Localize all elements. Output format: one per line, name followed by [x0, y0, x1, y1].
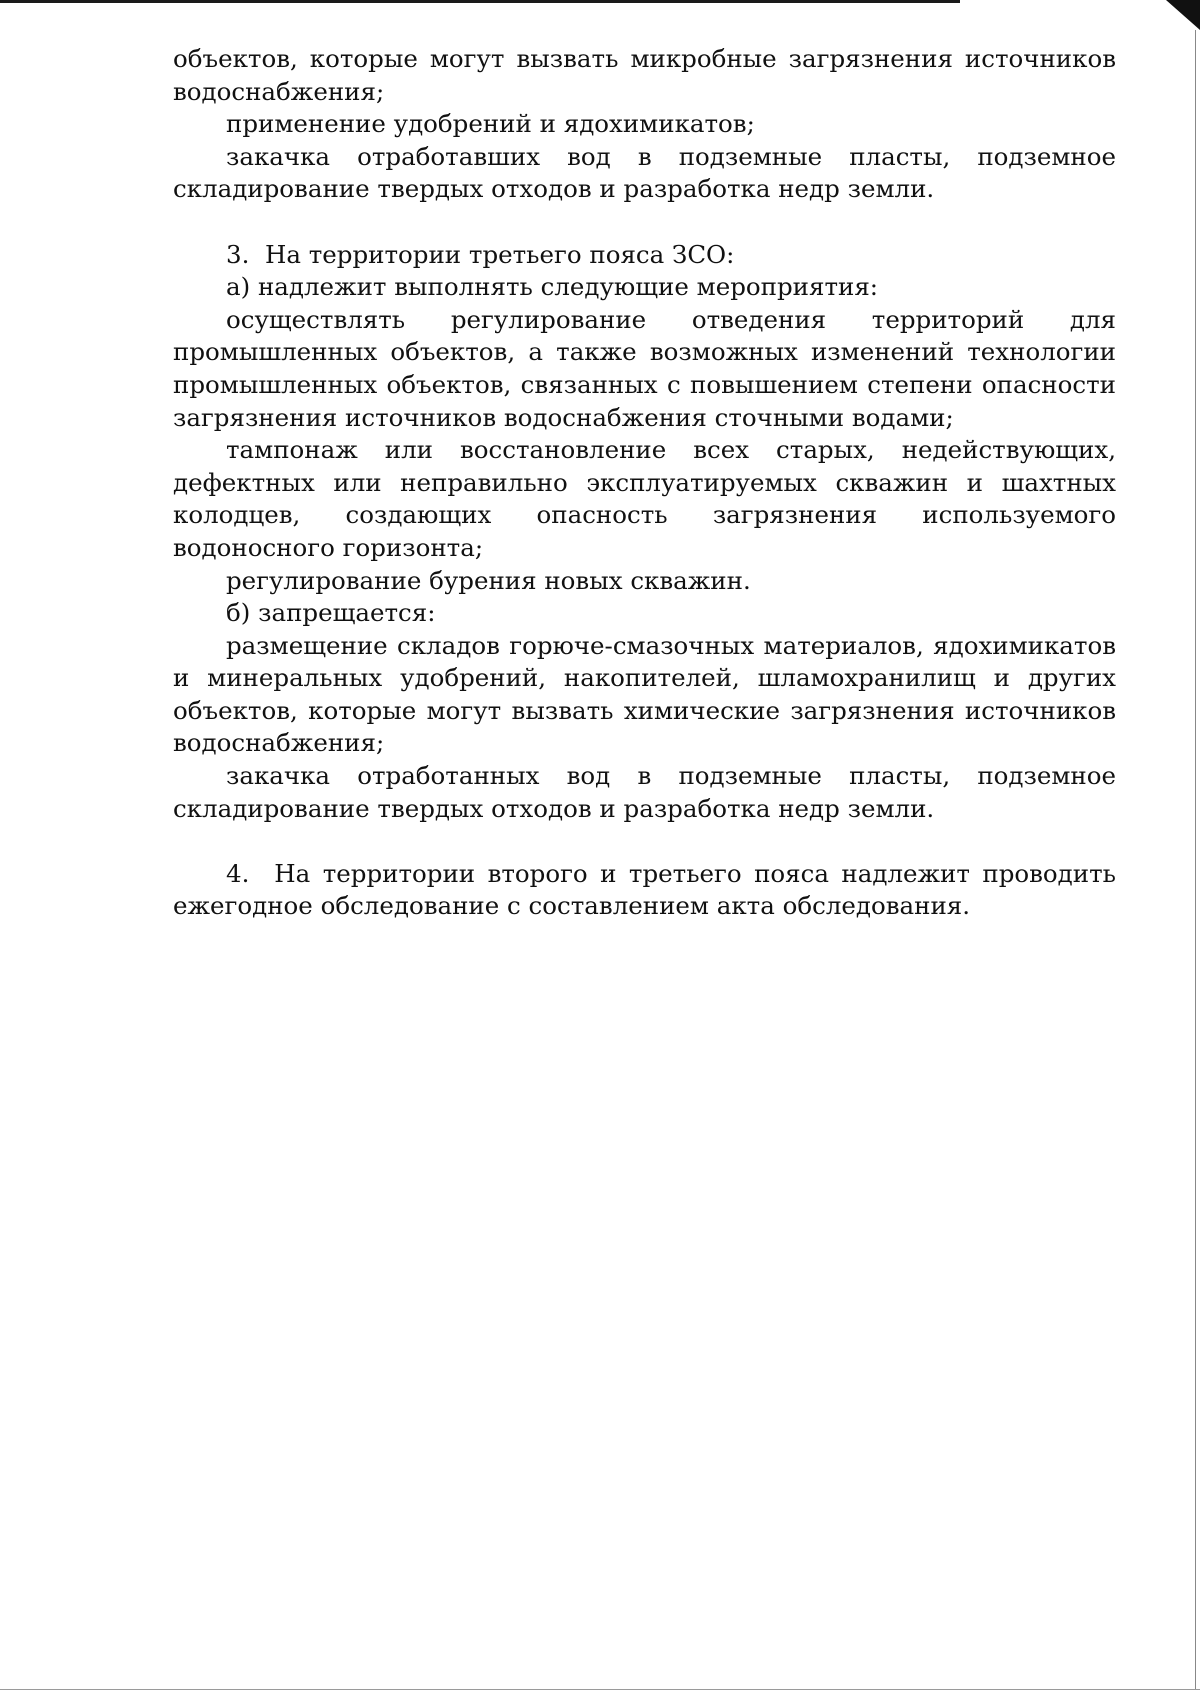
paragraph-gap — [173, 825, 1116, 858]
document-body — [173, 43, 1116, 923]
subsection-b-heading: б) запрещается: — [226, 598, 436, 628]
scan-edge-top — [0, 0, 960, 3]
paragraph-well-plugging: тампонаж или восстановление всех старых, недействующих, дефектных или неправильно эксплуатируемых скважин и шахтных колодцев, создающих опасность загрязнения используемого водоносного горизонта; — [173, 435, 1116, 562]
paragraph-continuation: объектов, которые могут вызвать микробные загрязнения источников водоснабжения; — [173, 44, 1116, 106]
paragraph-territory-regulation: осуществлять регулирование отведения территорий для промышленных объектов, а также возможных изменений технологии промышленных объектов, связанных с повышением степени опасности загрязнения источников водоснабжения сточными водами; — [173, 304, 1116, 432]
section-4-paragraph: 4. На территории второго и третьего пояса надлежит проводить ежегодное обследование с составлением акта обследования. — [173, 858, 1116, 921]
scan-edge-right — [1195, 30, 1196, 1690]
paragraph-injection-third-belt: закачка отработанных вод в подземные пласты, подземное складирование твердых отходов и разработка недр земли. — [173, 761, 1116, 823]
scan-edge-bottom — [0, 1689, 1200, 1690]
paragraph-injection-second-belt: закачка отработавших вод в подземные пласты, подземное складирование твердых отходов и разработка недр земли. — [173, 141, 1116, 204]
paragraph-drilling-regulation: регулирование бурения новых скважин. — [226, 565, 751, 595]
paragraph-gap — [173, 206, 1116, 239]
subsection-a-heading: а) надлежит выполнять следующие мероприятия: — [226, 272, 879, 302]
scan-corner-fold — [1166, 0, 1200, 30]
section-3-heading: 3. На территории третьего пояса ЗСО: — [226, 239, 735, 269]
paragraph-fertilizers: применение удобрений и ядохимикатов; — [226, 109, 755, 139]
paragraph-warehouse-ban: размещение складов горюче-смазочных материалов, ядохимикатов и минеральных удобрений, накопителей, шламохранилищ и других объектов, которые могут вызвать химические загрязнения источников водоснабжения; — [173, 630, 1116, 758]
